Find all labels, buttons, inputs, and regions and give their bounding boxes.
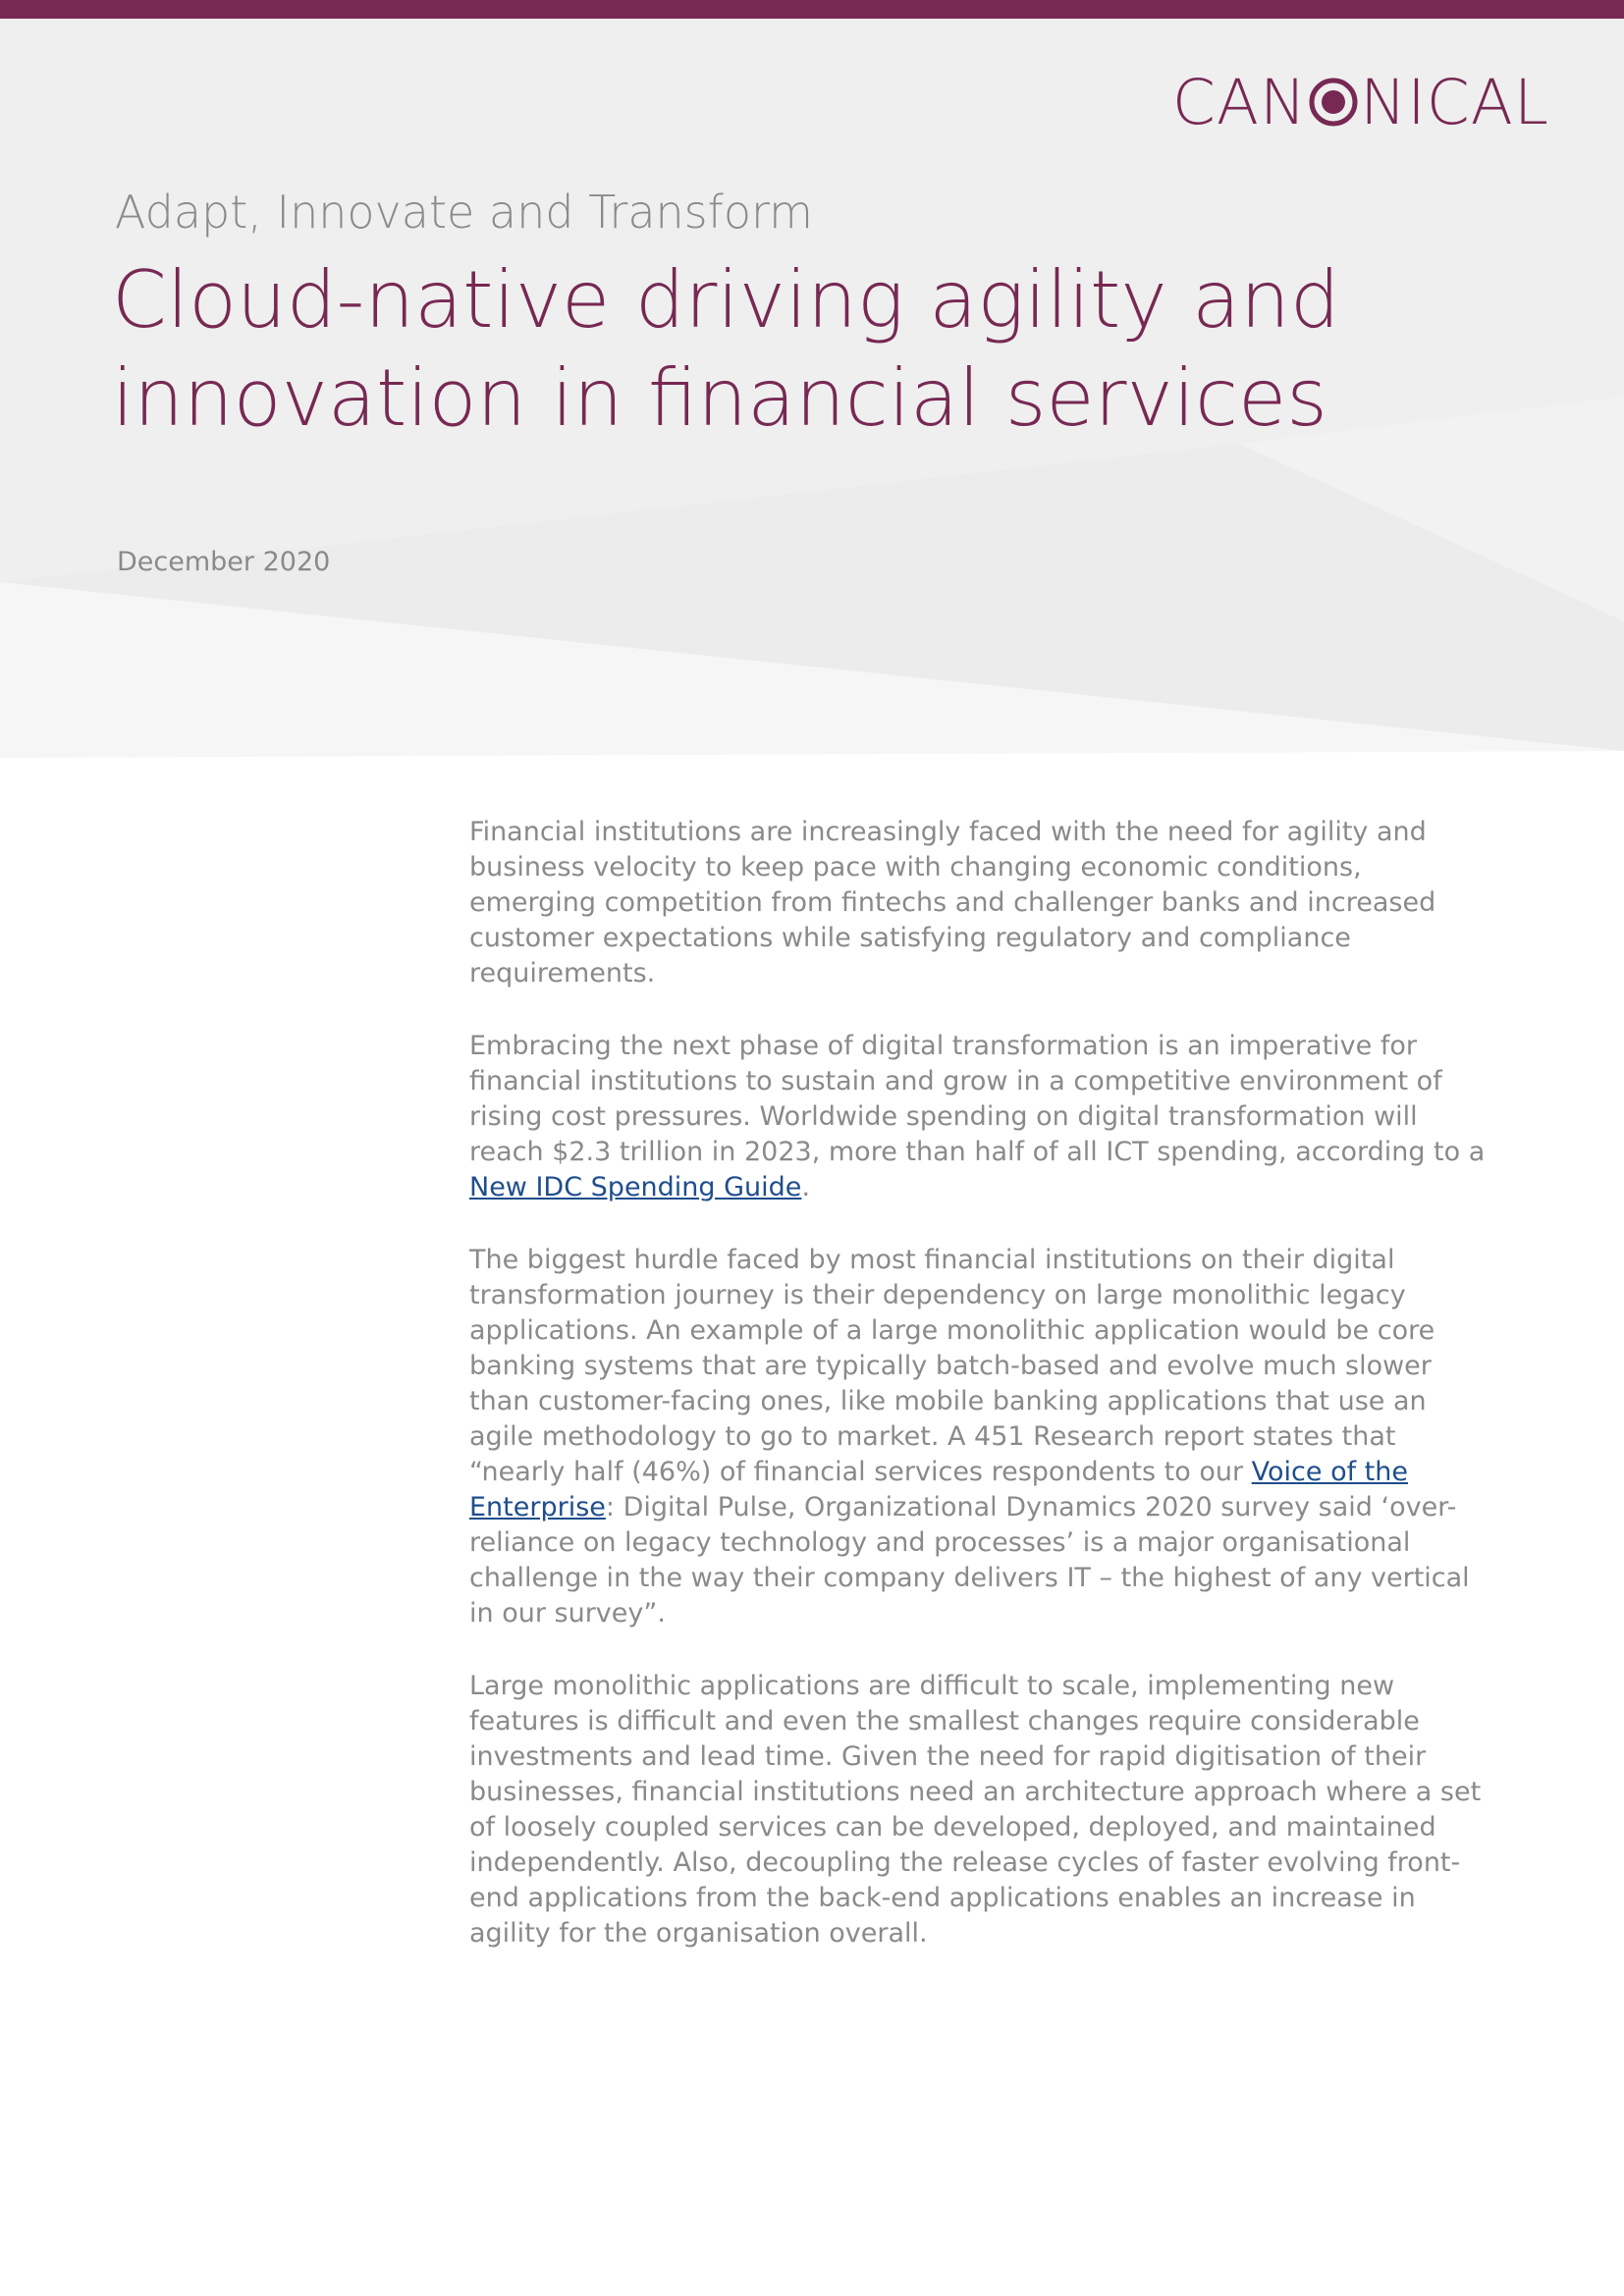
paragraph-3-text: The biggest hurdle faced by most financial institutions on their digital transformation journey is their dependency on large monolithic legacy applications. An example of a large monolithic application would be core banking systems that are typically batch-based and evolve much slower than customer-facing ones, like mobile banking applications that use an agile methodology to go to market. A 451 Research report states that “nearly half (46%) of financial services respondents to our xyxy=(469,1245,1435,1487)
canonical-logo xyxy=(1172,69,1549,137)
title-line-2: innovation in financial services xyxy=(112,352,1327,444)
document-subtitle: Adapt, Innovate and Transform xyxy=(115,186,813,239)
paragraph-3 xyxy=(469,1243,1490,1631)
top-accent-bar xyxy=(0,0,1624,19)
logo-text-start: CAN xyxy=(1171,67,1308,138)
title-line-1: Cloud-native driving agility and xyxy=(112,254,1340,346)
paragraph-2-end: . xyxy=(801,1172,811,1202)
publication-date: December 2020 xyxy=(117,547,331,577)
paragraph-1: Financial institutions are increasingly faced with the need for agility and business velocity to keep pace with changing economic conditions, emerging competition from fintechs and challenger banks and increased customer expectations while satisfying regulatory and compliance requirements. xyxy=(469,817,1436,988)
idc-spending-guide-link[interactable]: New IDC Spending Guide xyxy=(469,1172,802,1202)
voice-of-enterprise-link[interactable]: Voice of the Enterprise xyxy=(469,1457,1408,1522)
logo-circle-icon xyxy=(1309,78,1358,127)
logo-text-end: NICAL xyxy=(1360,67,1549,138)
document-title xyxy=(112,251,1388,448)
paragraph-2 xyxy=(469,1029,1490,1205)
body-text xyxy=(469,815,1490,1989)
paragraph-3-end: : Digital Pulse, Organizational Dynamics 2020 survey said ‘over-reliance on legacy technology and processes’ is a major organisational challenge in the way their company delivers IT – the highest of any vertical in our survey”. xyxy=(469,1492,1470,1629)
paragraph-4: Large monolithic applications are difficult to scale, implementing new features is difficult and even the smallest changes require considerable investments and lead time. Given the need for rapid digitisation of their businesses, financial institutions need an architecture approach where a set of loosely coupled services can be developed, deployed, and maintained independently. Also, decoupling the release cycles of faster evolving front-end applications from the back-end applications enables an increase in agility for the organisation overall. xyxy=(469,1671,1482,1949)
paragraph-2-text: Embracing the next phase of digital transformation is an imperative for financial institutions to sustain and grow in a competitive environment of rising cost pressures. Worldwide spending on digital transformation will reach $2.3 trillion in 2023, more than half of all ICT spending, according to a xyxy=(469,1031,1486,1167)
